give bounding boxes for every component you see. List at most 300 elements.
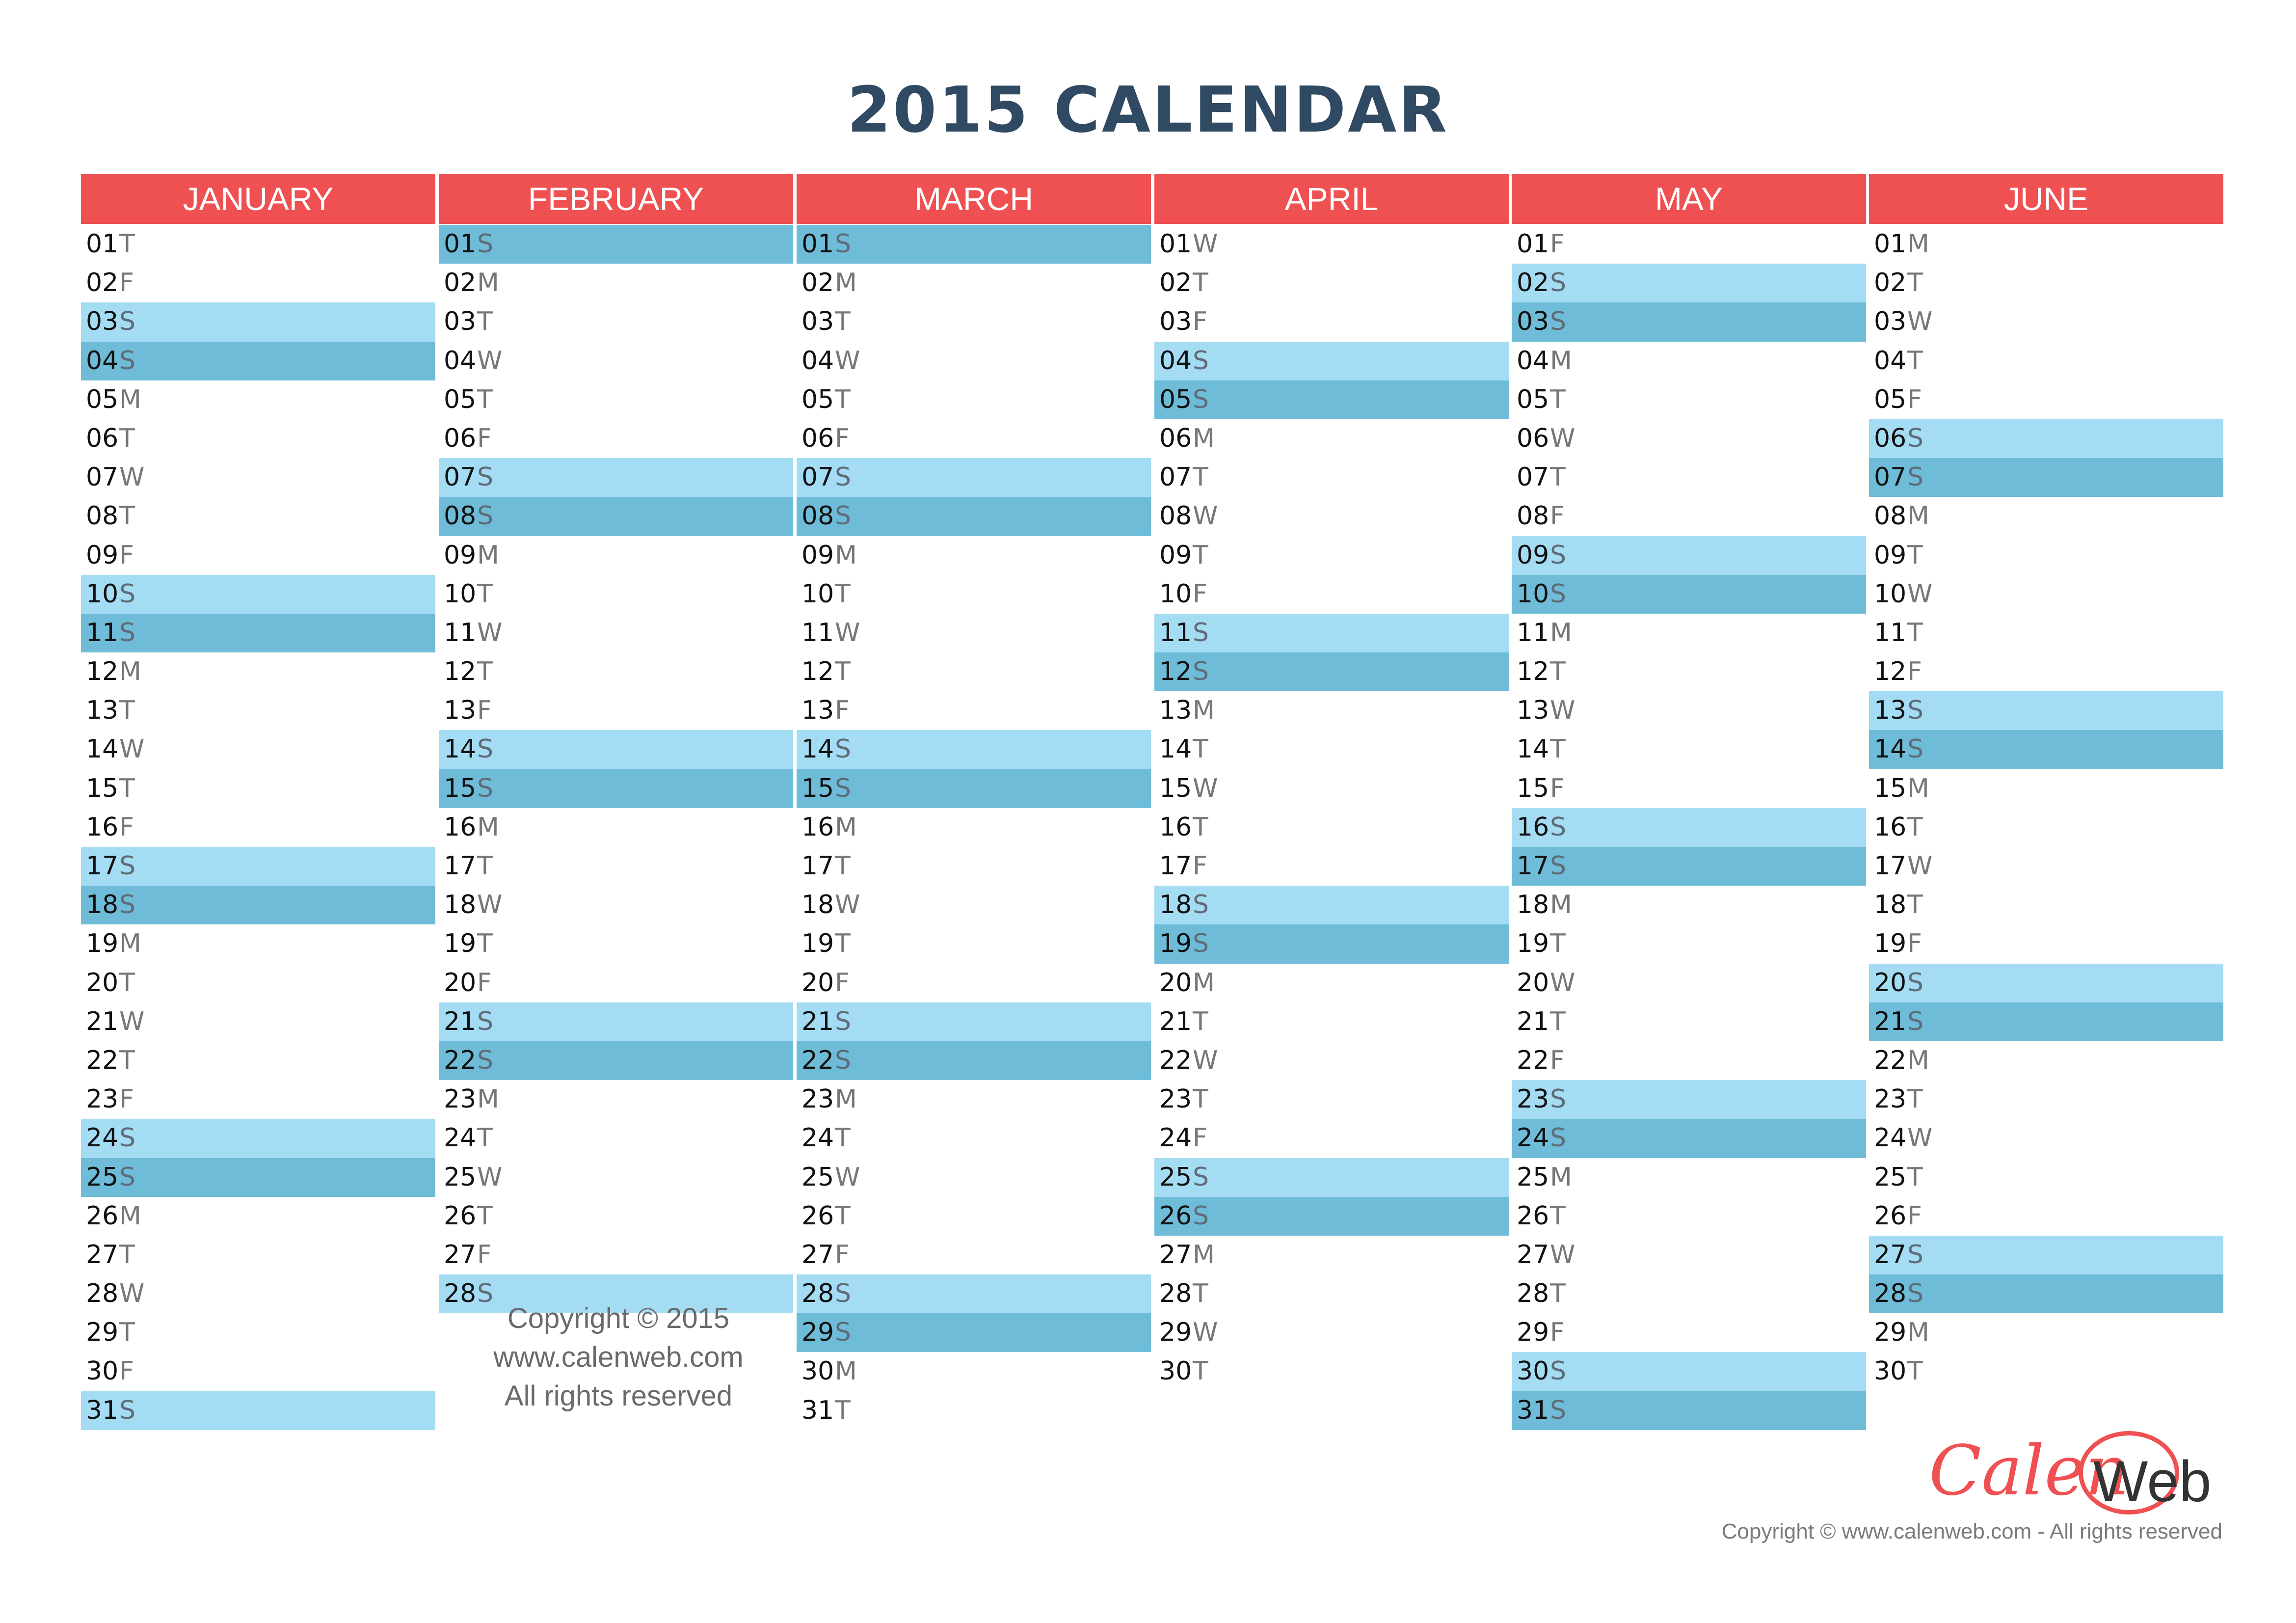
copyright-block xyxy=(441,1299,796,1415)
weekday-letter: W xyxy=(1193,229,1218,259)
day-number: 07 xyxy=(444,462,477,492)
day-number: 11 xyxy=(1159,618,1192,648)
weekday-letter: T xyxy=(119,1045,135,1075)
day-row xyxy=(1869,769,2223,808)
weekday-letter: M xyxy=(1907,1318,1929,1348)
day-row xyxy=(81,1391,435,1430)
day-row xyxy=(1869,730,2223,769)
day-row xyxy=(1512,1313,1866,1352)
weekday-letter: W xyxy=(119,462,145,492)
day-number: 26 xyxy=(1874,1201,1907,1231)
copyright-url: www.calenweb.com xyxy=(493,1341,744,1373)
weekday-letter: T xyxy=(1550,929,1566,959)
day-row xyxy=(81,1080,435,1119)
weekday-letter: W xyxy=(1193,773,1218,803)
day-number: 20 xyxy=(1159,968,1192,998)
day-row xyxy=(797,1041,1151,1080)
day-row xyxy=(1869,1041,2223,1080)
day-row xyxy=(1512,1274,1866,1313)
day-row xyxy=(797,264,1151,302)
weekday-letter: S xyxy=(1550,540,1567,570)
day-row xyxy=(81,1041,435,1080)
weekday-letter: F xyxy=(119,1356,134,1386)
day-row xyxy=(81,302,435,341)
weekday-letter: M xyxy=(1907,773,1929,803)
day-number: 28 xyxy=(1517,1279,1549,1309)
day-row xyxy=(1869,1002,2223,1041)
day-row xyxy=(439,808,793,847)
day-row xyxy=(439,536,793,575)
day-number: 05 xyxy=(1517,384,1549,414)
day-row xyxy=(1154,769,1509,808)
day-row xyxy=(797,1274,1151,1313)
day-row xyxy=(1869,847,2223,886)
month-may xyxy=(1512,174,1866,1431)
day-row xyxy=(439,1002,793,1041)
weekday-letter: M xyxy=(835,812,857,842)
weekday-letter: S xyxy=(835,734,852,764)
weekday-letter: S xyxy=(119,890,136,920)
day-number: 20 xyxy=(801,968,834,998)
day-row xyxy=(797,497,1151,536)
weekday-letter: F xyxy=(1907,929,1922,959)
weekday-letter: M xyxy=(1193,1240,1215,1270)
day-row xyxy=(797,302,1151,341)
weekday-letter: T xyxy=(1193,1006,1208,1036)
day-number: 29 xyxy=(1874,1318,1907,1348)
weekday-letter: F xyxy=(119,812,134,842)
day-number: 28 xyxy=(86,1279,119,1309)
weekday-letter: S xyxy=(119,851,136,881)
day-number: 10 xyxy=(1159,579,1192,609)
weekday-letter: F xyxy=(1550,229,1565,259)
day-row xyxy=(1154,419,1509,458)
weekday-letter: F xyxy=(835,423,850,453)
day-number: 23 xyxy=(1874,1084,1907,1114)
weekday-letter: T xyxy=(119,968,135,998)
day-number: 07 xyxy=(1159,462,1192,492)
day-number: 13 xyxy=(1517,696,1549,726)
day-row xyxy=(1869,575,2223,614)
weekday-letter: S xyxy=(835,1006,852,1036)
logo-calen-text: Calen xyxy=(1929,1431,2130,1511)
day-number: 14 xyxy=(1874,734,1907,764)
weekday-letter: S xyxy=(1907,423,1924,453)
weekday-letter: M xyxy=(119,929,141,959)
day-number: 05 xyxy=(444,384,477,414)
weekday-letter: S xyxy=(1550,579,1567,609)
weekday-letter: S xyxy=(1193,346,1209,376)
weekday-letter: M xyxy=(1193,696,1215,726)
day-row xyxy=(439,225,793,264)
logo-web-text: Web xyxy=(2093,1449,2212,1514)
day-number: 18 xyxy=(86,890,119,920)
day-number: 21 xyxy=(1159,1006,1192,1036)
day-number: 11 xyxy=(1874,618,1907,648)
day-number: 25 xyxy=(1517,1162,1549,1192)
day-number: 27 xyxy=(1159,1240,1192,1270)
day-number: 04 xyxy=(801,346,834,376)
weekday-letter: T xyxy=(477,384,493,414)
weekday-letter: W xyxy=(1550,968,1575,998)
day-number: 12 xyxy=(801,657,834,687)
day-number: 09 xyxy=(86,540,119,570)
day-row xyxy=(797,964,1151,1002)
day-number: 14 xyxy=(801,734,834,764)
day-row xyxy=(797,1352,1151,1391)
day-row xyxy=(1512,536,1866,575)
weekday-letter: W xyxy=(1907,579,1933,609)
weekday-letter: T xyxy=(477,1123,493,1153)
day-row xyxy=(1154,1002,1509,1041)
day-row xyxy=(1512,769,1866,808)
day-row xyxy=(1512,419,1866,458)
day-number: 24 xyxy=(1517,1123,1549,1153)
weekday-letter: T xyxy=(477,657,493,687)
weekday-letter: S xyxy=(1550,1123,1567,1153)
day-number: 19 xyxy=(801,929,834,959)
weekday-letter: T xyxy=(1193,1356,1208,1386)
weekday-letter: M xyxy=(1193,423,1215,453)
day-row xyxy=(81,1197,435,1236)
day-number: 09 xyxy=(1517,540,1549,570)
day-number: 28 xyxy=(444,1279,477,1309)
day-number: 07 xyxy=(801,462,834,492)
day-number: 19 xyxy=(1874,929,1907,959)
day-number: 22 xyxy=(1874,1045,1907,1075)
weekday-letter: T xyxy=(119,501,135,531)
month-june xyxy=(1869,174,2223,1431)
day-row xyxy=(1869,1080,2223,1119)
day-row xyxy=(797,1391,1151,1430)
day-number: 11 xyxy=(801,618,834,648)
day-row xyxy=(797,536,1151,575)
day-row xyxy=(1154,380,1509,419)
weekday-letter: F xyxy=(477,696,492,726)
weekday-letter: T xyxy=(1193,540,1208,570)
day-number: 02 xyxy=(801,268,834,298)
weekday-letter: M xyxy=(835,1356,857,1386)
day-number: 16 xyxy=(1517,812,1549,842)
day-row xyxy=(797,1119,1151,1158)
day-row xyxy=(1512,652,1866,691)
day-row xyxy=(439,730,793,769)
day-row xyxy=(1512,1197,1866,1236)
weekday-letter: T xyxy=(835,1123,851,1153)
weekday-letter: W xyxy=(835,890,860,920)
weekday-letter: S xyxy=(1907,1240,1924,1270)
day-number: 11 xyxy=(444,618,477,648)
day-number: 18 xyxy=(1874,890,1907,920)
day-row xyxy=(81,769,435,808)
weekday-letter: W xyxy=(1550,1240,1575,1270)
day-number: 29 xyxy=(1517,1318,1549,1348)
day-number: 15 xyxy=(1517,773,1549,803)
weekday-letter: F xyxy=(1907,657,1922,687)
weekday-letter: S xyxy=(835,501,852,531)
day-number: 08 xyxy=(1874,501,1907,531)
day-row xyxy=(1154,847,1509,886)
month-february xyxy=(439,174,793,1431)
day-number: 14 xyxy=(444,734,477,764)
day-row xyxy=(797,1236,1151,1274)
day-row xyxy=(797,575,1151,614)
weekday-letter: T xyxy=(477,929,493,959)
copyright-rights: All rights reserved xyxy=(504,1380,733,1412)
day-row xyxy=(1869,808,2223,847)
weekday-letter: S xyxy=(477,1045,494,1075)
day-number: 24 xyxy=(1159,1123,1192,1153)
day-number: 09 xyxy=(801,540,834,570)
day-row xyxy=(1154,730,1509,769)
day-number: 22 xyxy=(1517,1045,1549,1075)
day-row xyxy=(81,264,435,302)
day-row xyxy=(1154,1158,1509,1197)
weekday-letter: T xyxy=(119,696,135,726)
day-number: 09 xyxy=(1874,540,1907,570)
day-row xyxy=(1869,1119,2223,1158)
day-row xyxy=(439,497,793,536)
day-row xyxy=(81,614,435,652)
weekday-letter: T xyxy=(1550,1201,1566,1231)
day-number: 25 xyxy=(1874,1162,1907,1192)
day-number: 01 xyxy=(1517,229,1549,259)
day-number: 04 xyxy=(1159,346,1192,376)
day-row xyxy=(439,1041,793,1080)
day-number: 03 xyxy=(1517,307,1549,337)
day-number: 01 xyxy=(1159,229,1192,259)
day-row xyxy=(1154,1274,1509,1313)
day-number: 18 xyxy=(444,890,477,920)
day-number: 12 xyxy=(1159,657,1192,687)
day-row xyxy=(1512,1080,1866,1119)
day-row xyxy=(1512,1002,1866,1041)
day-row xyxy=(1154,264,1509,302)
weekday-letter: T xyxy=(1550,1279,1566,1309)
day-row xyxy=(1154,458,1509,497)
day-row xyxy=(1869,380,2223,419)
weekday-letter: M xyxy=(1550,1162,1572,1192)
day-row xyxy=(81,1352,435,1391)
weekday-letter: W xyxy=(119,1279,145,1309)
weekday-letter: S xyxy=(1193,618,1209,648)
weekday-letter: T xyxy=(835,657,851,687)
weekday-letter: S xyxy=(1193,384,1209,414)
day-number: 10 xyxy=(1874,579,1907,609)
weekday-letter: T xyxy=(1550,462,1566,492)
day-row xyxy=(1512,1041,1866,1080)
day-number: 07 xyxy=(1874,462,1907,492)
day-number: 08 xyxy=(1517,501,1549,531)
day-number: 30 xyxy=(1159,1356,1192,1386)
weekday-letter: F xyxy=(835,696,850,726)
day-row xyxy=(439,380,793,419)
weekday-letter: W xyxy=(1193,501,1218,531)
day-row xyxy=(81,730,435,769)
day-number: 22 xyxy=(86,1045,119,1075)
day-number: 27 xyxy=(801,1240,834,1270)
day-row xyxy=(797,1002,1151,1041)
day-number: 26 xyxy=(86,1201,119,1231)
day-row xyxy=(81,419,435,458)
day-number: 29 xyxy=(801,1318,834,1348)
day-number: 23 xyxy=(444,1084,477,1114)
weekday-letter: S xyxy=(1193,1201,1209,1231)
day-row xyxy=(1512,1391,1866,1430)
day-row xyxy=(439,769,793,808)
weekday-letter: F xyxy=(1193,1123,1207,1153)
day-number: 13 xyxy=(1159,696,1192,726)
weekday-letter: W xyxy=(1550,696,1575,726)
weekday-letter: T xyxy=(1193,812,1208,842)
weekday-letter: S xyxy=(1550,1084,1567,1114)
weekday-letter: W xyxy=(835,618,860,648)
day-row xyxy=(1512,924,1866,963)
day-row xyxy=(1869,458,2223,497)
day-number: 12 xyxy=(1874,657,1907,687)
weekday-letter: S xyxy=(119,307,136,337)
day-row xyxy=(797,1313,1151,1352)
day-number: 20 xyxy=(1874,968,1907,998)
weekday-letter: W xyxy=(1193,1318,1218,1348)
day-number: 09 xyxy=(444,540,477,570)
day-row xyxy=(1512,964,1866,1002)
weekday-letter: W xyxy=(1907,307,1933,337)
weekday-letter: S xyxy=(477,773,494,803)
day-number: 30 xyxy=(1874,1356,1907,1386)
day-number: 17 xyxy=(1874,851,1907,881)
month-header: FEBRUARY xyxy=(439,174,793,224)
weekday-letter: W xyxy=(477,618,503,648)
weekday-letter: T xyxy=(477,1201,493,1231)
day-row xyxy=(1154,575,1509,614)
day-row xyxy=(1869,886,2223,924)
weekday-letter: W xyxy=(477,1162,503,1192)
day-number: 03 xyxy=(86,307,119,337)
day-number: 13 xyxy=(801,696,834,726)
day-number: 06 xyxy=(801,423,834,453)
weekday-letter: M xyxy=(477,268,499,298)
weekday-letter: F xyxy=(477,423,492,453)
day-number: 21 xyxy=(1517,1006,1549,1036)
weekday-letter: T xyxy=(835,851,851,881)
day-number: 15 xyxy=(444,773,477,803)
day-number: 02 xyxy=(1874,268,1907,298)
day-number: 28 xyxy=(1159,1279,1192,1309)
day-number: 01 xyxy=(444,229,477,259)
day-number: 13 xyxy=(1874,696,1907,726)
day-number: 18 xyxy=(1517,890,1549,920)
weekday-letter: F xyxy=(477,1240,492,1270)
weekday-letter: M xyxy=(119,1201,141,1231)
weekday-letter: S xyxy=(1907,968,1924,998)
day-row xyxy=(81,575,435,614)
weekday-letter: F xyxy=(119,1084,134,1114)
day-number: 23 xyxy=(86,1084,119,1114)
weekday-letter: W xyxy=(477,346,503,376)
day-number: 01 xyxy=(1874,229,1907,259)
day-row xyxy=(797,419,1151,458)
day-list xyxy=(81,225,435,1430)
day-row xyxy=(1154,1352,1509,1391)
weekday-letter: F xyxy=(1907,384,1922,414)
day-number: 13 xyxy=(444,696,477,726)
day-row xyxy=(81,342,435,380)
day-row xyxy=(439,924,793,963)
weekday-letter: S xyxy=(835,1279,852,1309)
day-row xyxy=(439,614,793,652)
day-row xyxy=(439,302,793,341)
day-row xyxy=(439,458,793,497)
day-list xyxy=(1154,225,1509,1391)
day-row xyxy=(1154,1119,1509,1158)
weekday-letter: T xyxy=(1193,462,1208,492)
day-row xyxy=(1512,497,1866,536)
weekday-letter: M xyxy=(477,812,499,842)
weekday-letter: S xyxy=(1907,734,1924,764)
day-number: 22 xyxy=(801,1045,834,1075)
day-number: 08 xyxy=(86,501,119,531)
day-row xyxy=(1869,1352,2223,1391)
month-january xyxy=(81,174,435,1431)
day-row xyxy=(1869,1197,2223,1236)
day-number: 26 xyxy=(1517,1201,1549,1231)
day-row xyxy=(81,225,435,264)
day-number: 20 xyxy=(86,968,119,998)
weekday-letter: F xyxy=(1550,773,1565,803)
day-number: 30 xyxy=(86,1356,119,1386)
day-number: 06 xyxy=(1159,423,1192,453)
day-number: 08 xyxy=(1159,501,1192,531)
day-number: 05 xyxy=(1159,384,1192,414)
day-number: 19 xyxy=(1517,929,1549,959)
weekday-letter: T xyxy=(835,1395,851,1425)
weekday-letter: F xyxy=(1907,1201,1922,1231)
day-number: 05 xyxy=(801,384,834,414)
day-row xyxy=(797,380,1151,419)
day-number: 04 xyxy=(86,346,119,376)
day-row xyxy=(1512,264,1866,302)
day-number: 12 xyxy=(1517,657,1549,687)
day-row xyxy=(81,1158,435,1197)
day-number: 21 xyxy=(444,1006,477,1036)
day-row xyxy=(1154,924,1509,963)
weekday-letter: F xyxy=(477,968,492,998)
weekday-letter: T xyxy=(1193,1279,1208,1309)
weekday-letter: M xyxy=(1907,1045,1929,1075)
weekday-letter: T xyxy=(1550,384,1566,414)
weekday-letter: W xyxy=(835,346,860,376)
day-number: 26 xyxy=(1159,1201,1192,1231)
weekday-letter: S xyxy=(1907,696,1924,726)
day-row xyxy=(797,924,1151,963)
footer-copyright: Copyright © www.calenweb.com - All rights reserved xyxy=(1721,1519,2222,1543)
weekday-letter: S xyxy=(1193,1162,1209,1192)
day-row xyxy=(81,886,435,924)
weekday-letter: W xyxy=(1907,851,1933,881)
weekday-letter: T xyxy=(119,1240,135,1270)
weekday-letter: F xyxy=(1193,579,1207,609)
weekday-letter: W xyxy=(835,1162,860,1192)
day-number: 27 xyxy=(86,1240,119,1270)
day-row xyxy=(1154,1236,1509,1274)
day-number: 20 xyxy=(1517,968,1549,998)
day-row xyxy=(1512,730,1866,769)
weekday-letter: F xyxy=(1550,1318,1565,1348)
weekday-letter: T xyxy=(835,929,851,959)
day-row xyxy=(797,1197,1151,1236)
day-number: 10 xyxy=(801,579,834,609)
